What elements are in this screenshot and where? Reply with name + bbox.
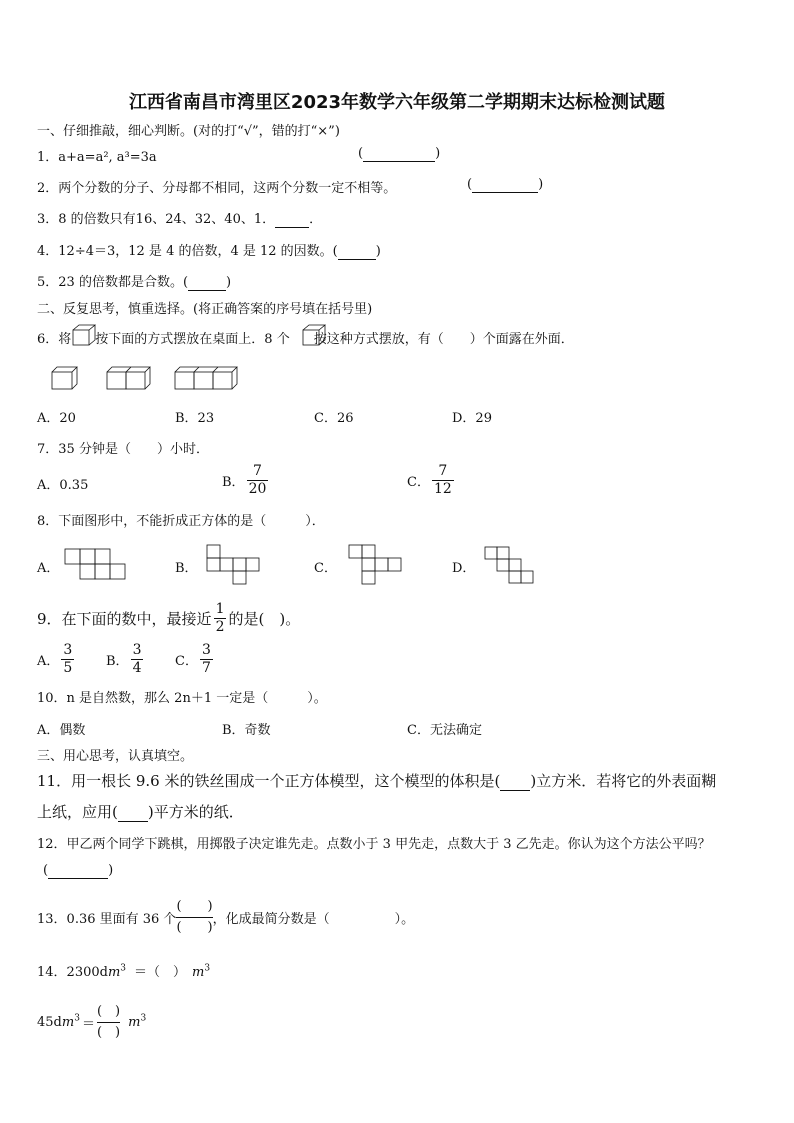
question-2 — [37, 177, 396, 196]
cube-row-2-figure — [106, 366, 152, 390]
unit: m — [107, 965, 121, 980]
question-number: 11． — [37, 772, 72, 790]
question-text: 将 — [58, 332, 72, 347]
cube-icon — [72, 324, 96, 346]
q9-option-b[interactable] — [106, 642, 145, 677]
question-text: 35 分钟是（ ）小时． — [58, 442, 209, 457]
cube-net-a-figure[interactable] — [64, 548, 128, 580]
question-text: n 是自然数，那么 2n＋1 一定是（ ）。 — [66, 691, 327, 706]
q7-option-b[interactable] — [222, 463, 270, 498]
answer-blank-3[interactable] — [275, 212, 309, 228]
blank-line[interactable] — [363, 146, 435, 162]
cube-row-3-figure — [174, 366, 238, 390]
question-text: 12÷4＝3，12 是 4 的倍数，4 是 12 的因数。( — [58, 244, 338, 259]
question-text: 上纸，应用( — [37, 803, 118, 821]
unit: m — [61, 1015, 75, 1030]
question-text: 甲乙两个同学下跳棋，用掷骰子决定谁先走。点数小于 3 甲先走，点数大于 3 乙先走。你认为这个方法公平吗？ — [66, 837, 711, 852]
question-number: 5． — [37, 275, 59, 290]
q10-option-a[interactable]: A．偶数 — [37, 723, 86, 738]
q8-option-d-label[interactable]: D． — [452, 561, 476, 576]
fraction-numerator-blank[interactable]: ( ) — [96, 1004, 121, 1019]
q10-option-c[interactable]: C．无法确定 — [407, 723, 482, 738]
answer-blank-5[interactable] — [188, 275, 226, 291]
question-text: 按下面的方式摆放在桌面上．8 个 — [95, 332, 290, 347]
q6-option-d[interactable]: D．29 — [452, 411, 492, 426]
question-text: 的是( )。 — [228, 610, 301, 628]
question-number: 6． — [37, 332, 59, 347]
unit-exponent: 3 — [120, 963, 127, 974]
fraction-denominator: 4 — [132, 660, 142, 676]
question-7 — [37, 438, 209, 457]
question-11-line-2 — [37, 801, 244, 822]
question-number: 14． — [37, 965, 67, 980]
q9-option-c[interactable] — [175, 642, 215, 677]
question-5 — [37, 271, 231, 291]
question-text: 按这种方式摆放，有（ — [313, 332, 444, 347]
question-tail: ) — [226, 275, 232, 290]
answer-blank-11a[interactable] — [500, 772, 530, 791]
question-number: 8． — [37, 514, 59, 529]
answer-blank-12[interactable] — [43, 863, 113, 879]
cube-row-1-figure — [51, 366, 79, 390]
question-12 — [37, 833, 711, 852]
expression: ＝（ ） — [134, 965, 187, 980]
q8-option-a-label[interactable]: A． — [37, 561, 60, 576]
fraction-denominator-blank[interactable]: ( ) — [97, 1022, 120, 1043]
fraction-numerator: 3 — [63, 642, 73, 658]
paren-right: ) — [108, 863, 114, 878]
option-label: A． — [37, 654, 60, 669]
fraction-denominator: 2 — [215, 619, 225, 635]
answer-blank-1[interactable] — [358, 146, 440, 162]
q6-option-b[interactable]: B．23 — [175, 411, 215, 426]
question-tail: ) — [375, 244, 381, 259]
question-11-line-1 — [37, 770, 716, 791]
question-number: 9． — [37, 610, 62, 628]
q7-option-c[interactable] — [407, 463, 456, 498]
section-1-heading: 一、仔细推敲，细心判断。(对的打“√”，错的打“×”) — [37, 124, 340, 139]
q6-option-a[interactable]: A．20 — [37, 411, 76, 426]
paren-left: ( — [43, 863, 49, 878]
question-9 — [37, 601, 300, 636]
question-14-line-1 — [37, 961, 210, 980]
question-4 — [37, 240, 381, 260]
paren-left: ( — [358, 146, 364, 161]
answer-blank-2[interactable] — [467, 177, 543, 193]
question-tail: ． — [309, 212, 323, 227]
paren-right: ) — [538, 177, 544, 192]
question-10 — [37, 687, 327, 706]
fraction-denominator: 5 — [63, 660, 73, 676]
fraction-numerator: 3 — [132, 642, 142, 658]
question-text: ，化成最简分数是（ ）。 — [212, 912, 415, 927]
option-label: B． — [106, 654, 129, 669]
question-number: 13． — [37, 912, 67, 927]
expression: 45d — [37, 1015, 62, 1030]
fraction-numerator: 1 — [215, 601, 225, 617]
blank-line[interactable] — [48, 863, 108, 879]
page-title: 江西省南昌市湾里区2023年数学六年级第二学期期末达标检测试题 — [128, 92, 666, 113]
question-number: 7． — [37, 442, 59, 457]
unit-exponent: 3 — [74, 1013, 80, 1024]
blank-line[interactable] — [472, 177, 538, 193]
question-text: 23 的倍数都是合数。( — [58, 275, 189, 290]
question-number: 3． — [37, 212, 59, 227]
question-text: 0.36 里面有 36 个 — [66, 912, 177, 927]
fraction-denominator-blank[interactable]: ( ) — [176, 917, 212, 938]
question-number: 2． — [37, 181, 59, 196]
section-2-heading: 二、反复思考，慎重选择。(将正确答案的序号填在括号里) — [37, 302, 373, 317]
fraction-numerator: 7 — [253, 463, 262, 479]
question-8 — [37, 510, 325, 529]
question-number: 1． — [37, 150, 59, 165]
cube-net-d-figure[interactable] — [484, 546, 534, 584]
q10-option-b[interactable]: B．奇数 — [222, 723, 271, 738]
fraction-numerator-blank[interactable]: ( ) — [176, 899, 213, 914]
q8-option-b-label[interactable]: B． — [175, 561, 198, 576]
question-text: )平方米的纸． — [147, 803, 244, 821]
fraction-denominator: 7 — [201, 660, 211, 676]
cube-net-b-figure[interactable] — [206, 544, 262, 586]
question-text: 两个分数的分子、分母都不相同，这两个分数一定不相等。 — [58, 181, 397, 196]
unit: m — [128, 1015, 141, 1030]
q7-option-a[interactable]: A．0.35 — [37, 478, 89, 493]
question-3 — [37, 208, 322, 228]
question-text: a+a=a², a³=3a — [58, 150, 157, 165]
question-13 — [37, 897, 414, 938]
fraction-numerator: 3 — [201, 642, 211, 658]
q6-option-c[interactable]: C．26 — [314, 411, 354, 426]
option-label: C． — [175, 654, 198, 669]
option-label: C． — [407, 475, 430, 490]
cube-icon — [302, 324, 326, 346]
answer-blank-4[interactable] — [338, 244, 376, 260]
question-text: 8 的倍数只有16、24、32、40、1． — [58, 212, 276, 227]
fraction-denominator: 20 — [248, 481, 267, 497]
fraction-numerator: 7 — [438, 463, 448, 479]
unit-exponent: 3 — [204, 963, 211, 974]
question-text: 在下面的数中，最接近 — [61, 610, 212, 628]
expression: 2300d — [66, 965, 108, 980]
question-text: )立方米．若将它的外表面糊 — [530, 772, 717, 790]
question-number: 4． — [37, 244, 59, 259]
question-1 — [37, 146, 157, 165]
fraction-denominator: 12 — [433, 481, 452, 497]
q8-option-c-label[interactable]: C． — [314, 561, 337, 576]
question-number: 12． — [37, 837, 67, 852]
question-text: ）个面露在外面． — [469, 332, 574, 347]
question-text: 下面图形中，不能折成正方体的是（ ）． — [58, 514, 325, 529]
unit-exponent: 3 — [140, 1013, 147, 1024]
paren-right: ) — [435, 146, 441, 161]
question-text: 用一根长 9.6 米的铁丝围成一个正方体模型，这个模型的体积是( — [71, 772, 501, 790]
unit: m — [192, 965, 205, 980]
cube-net-c-figure[interactable] — [348, 544, 402, 586]
section-3-heading: 三、用心思考，认真填空。 — [37, 749, 194, 764]
answer-blank-11b[interactable] — [118, 803, 148, 822]
paren-left: ( — [467, 177, 473, 192]
question-number: 10． — [37, 691, 67, 706]
q9-option-a[interactable] — [37, 642, 76, 677]
option-label: B． — [222, 475, 245, 490]
question-14-line-2: $45dm^3$ ＝ $\frac{( )}{( )}$ $m^3$ — [37, 1002, 146, 1043]
